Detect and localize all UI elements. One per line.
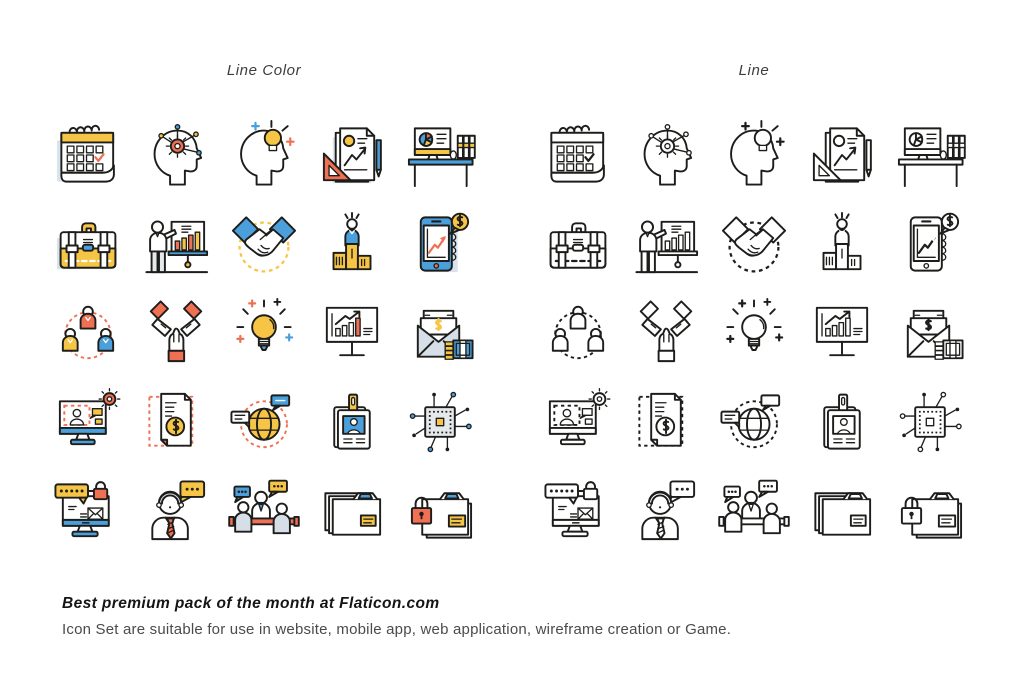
presentation-icon — [622, 199, 710, 288]
teamwork-hands-icon — [622, 288, 710, 377]
briefcase-icon — [534, 199, 622, 288]
processor-chip-icon — [886, 377, 974, 466]
team-network-icon — [534, 288, 622, 377]
idea-head-icon — [710, 110, 798, 199]
line-grid — [534, 110, 974, 555]
team-network-icon — [44, 288, 132, 377]
folder-stack-icon — [798, 466, 886, 555]
mobile-growth-icon — [396, 199, 484, 288]
salary-envelope-icon — [886, 288, 974, 377]
office-desk-icon — [396, 110, 484, 199]
mobile-growth-icon — [886, 199, 974, 288]
report-document-icon — [308, 110, 396, 199]
secure-website-icon — [44, 466, 132, 555]
id-badge-icon — [308, 377, 396, 466]
winner-podium-icon — [308, 199, 396, 288]
business-meeting-icon — [710, 466, 798, 555]
line-panel — [534, 110, 974, 555]
secure-folder-icon — [886, 466, 974, 555]
handshake-icon — [220, 199, 308, 288]
line-color-grid — [44, 110, 484, 555]
business-meeting-icon — [220, 466, 308, 555]
footer-title: Best premium pack of the month at Flaticon.com — [62, 595, 440, 612]
calendar-icon — [44, 110, 132, 199]
handshake-icon — [710, 199, 798, 288]
footer-subtitle: Icon Set are suitable for use in website, mobile app, web application, wireframe creation or Game. — [62, 621, 732, 638]
lightbulb-idea-icon — [220, 288, 308, 377]
winner-podium-icon — [798, 199, 886, 288]
consultant-icon — [132, 466, 220, 555]
secure-website-icon — [534, 466, 622, 555]
growth-chart-board-icon — [798, 288, 886, 377]
consultant-icon — [622, 466, 710, 555]
processor-chip-icon — [396, 377, 484, 466]
calendar-icon — [534, 110, 622, 199]
invoice-dollar-icon — [622, 377, 710, 466]
video-conference-icon — [534, 377, 622, 466]
creative-head-icon — [622, 110, 710, 199]
folder-stack-icon — [308, 466, 396, 555]
line-color-panel — [44, 110, 484, 555]
presentation-icon — [132, 199, 220, 288]
teamwork-hands-icon — [132, 288, 220, 377]
video-conference-icon — [44, 377, 132, 466]
briefcase-icon — [44, 199, 132, 288]
creative-head-icon — [132, 110, 220, 199]
office-desk-icon — [886, 110, 974, 199]
invoice-dollar-icon — [132, 377, 220, 466]
lightbulb-idea-icon — [710, 288, 798, 377]
secure-folder-icon — [396, 466, 484, 555]
global-communication-icon — [220, 377, 308, 466]
global-communication-icon — [710, 377, 798, 466]
id-badge-icon — [798, 377, 886, 466]
report-document-icon — [798, 110, 886, 199]
growth-chart-board-icon — [308, 288, 396, 377]
idea-head-icon — [220, 110, 308, 199]
line-heading: Line — [738, 62, 770, 79]
line-color-heading: Line Color — [226, 62, 302, 79]
salary-envelope-icon — [396, 288, 484, 377]
